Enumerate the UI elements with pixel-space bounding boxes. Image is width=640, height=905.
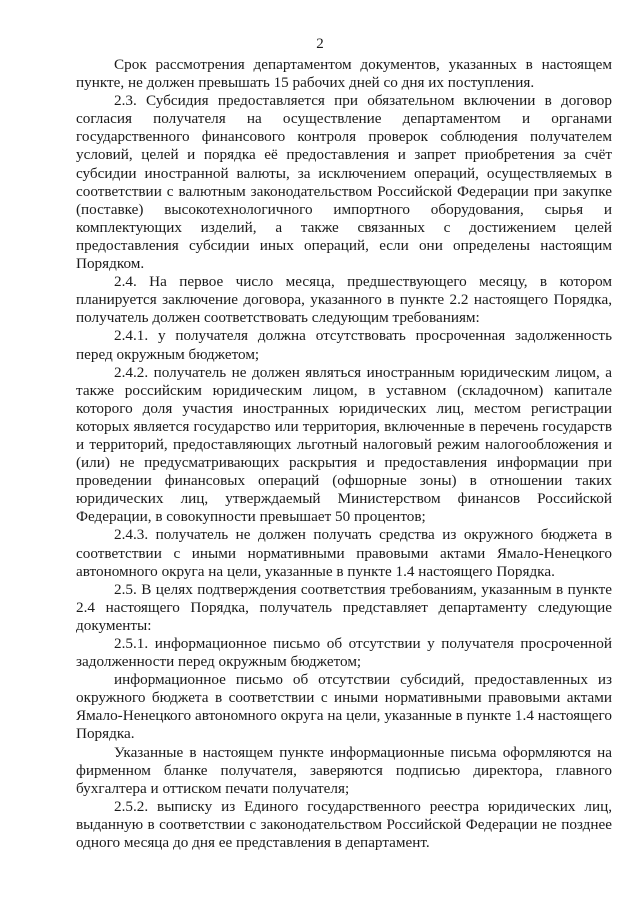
paragraph-2-4-2: 2.4.2. получатель не должен являться иностранным юридическим лицом, а также российским юридическим лицом, в уставном (складочном) капитале которого доля участия иностранных юридических лиц, местом регистрации которых является государство или территория, включенные в перечень государств и территорий, предоставляющих льготный налоговый режим налогообложения и (или) не предусматривающих раскрытия и предоставления информации при проведении финансовых операций (офшорные зоны) в отношении таких юридических лиц, утверждаемый Министерством финансов Российской Федерации, в совокупности превышает 50 процентов; — [76, 363, 612, 526]
paragraph-2-4-3: 2.4.3. получатель не должен получать средства из окружного бюджета в соответствии с иными нормативными правовыми актами Ямало-Ненецкого автономного округа на цели, указанные в пункте 1.4 настоящего Порядка. — [76, 526, 612, 580]
paragraph-letter-format: Указанные в настоящем пункте информационные письма оформляются на фирменном бланке получателя, заверяются подписью директора, главного бухгалтера и оттиском печати получателя; — [76, 743, 612, 797]
paragraph-2-5-1: 2.5.1. информационное письмо об отсутствии у получателя просроченной задолженности перед окружным бюджетом; — [76, 635, 612, 671]
paragraph-2-5-2: 2.5.2. выписку из Единого государственного реестра юридических лиц, выданную в соответствии с законодательством Российской Федерации не позднее одного месяца до дня ее представления в департамент. — [76, 797, 612, 852]
document-body — [76, 56, 612, 852]
paragraph-2-4: 2.4. На первое число месяца, предшествующего месяцу, в котором планируется заключение договора, указанного в пункте 2.2 настоящего Порядка, получатель должен соответствовать следующим требованиям: — [76, 273, 612, 327]
paragraph-2-4-1: 2.4.1. у получателя должна отсутствовать просроченная задолженность перед окружным бюджетом; — [76, 327, 612, 363]
paragraph-2-3: 2.3. Субсидия предоставляется при обязательном включении в договор согласия получателя на осуществление департаментом и органами государственного финансового контроля проверок соблюдения получателем условий, целей и порядка её предоставления и запрет приобретения за счёт субсидии иностранной валюты, за исключением операций, осуществляемых в соответствии с валютным законодательством Российской Федерации при закупке (поставке) высокотехнологичного импортного оборудования, сырья и комплектующих изделий, а также связанных с достижением целей предоставления субсидии иных операций, если они определены настоящим Порядком. — [76, 92, 612, 273]
page-number: 2 — [316, 36, 324, 52]
paragraph-subsidy-letter: информационное письмо об отсутствии субсидий, предоставленных из окружного бюджета в соответствии с иными нормативными правовыми актами Ямало-Ненецкого автономного округа на цели, указанные в пункте 1.4 настоящего Порядка. — [76, 671, 612, 743]
paragraph-review-period: Срок рассмотрения департаментом документов, указанных в настоящем пункте, не должен превышать 15 рабочих дней со дня их поступления. — [76, 56, 612, 92]
paragraph-2-5: 2.5. В целях подтверждения соответствия требованиям, указанным в пункте 2.4 настоящего Порядка, получатель представляет департаменту следующие документы: — [76, 580, 612, 634]
